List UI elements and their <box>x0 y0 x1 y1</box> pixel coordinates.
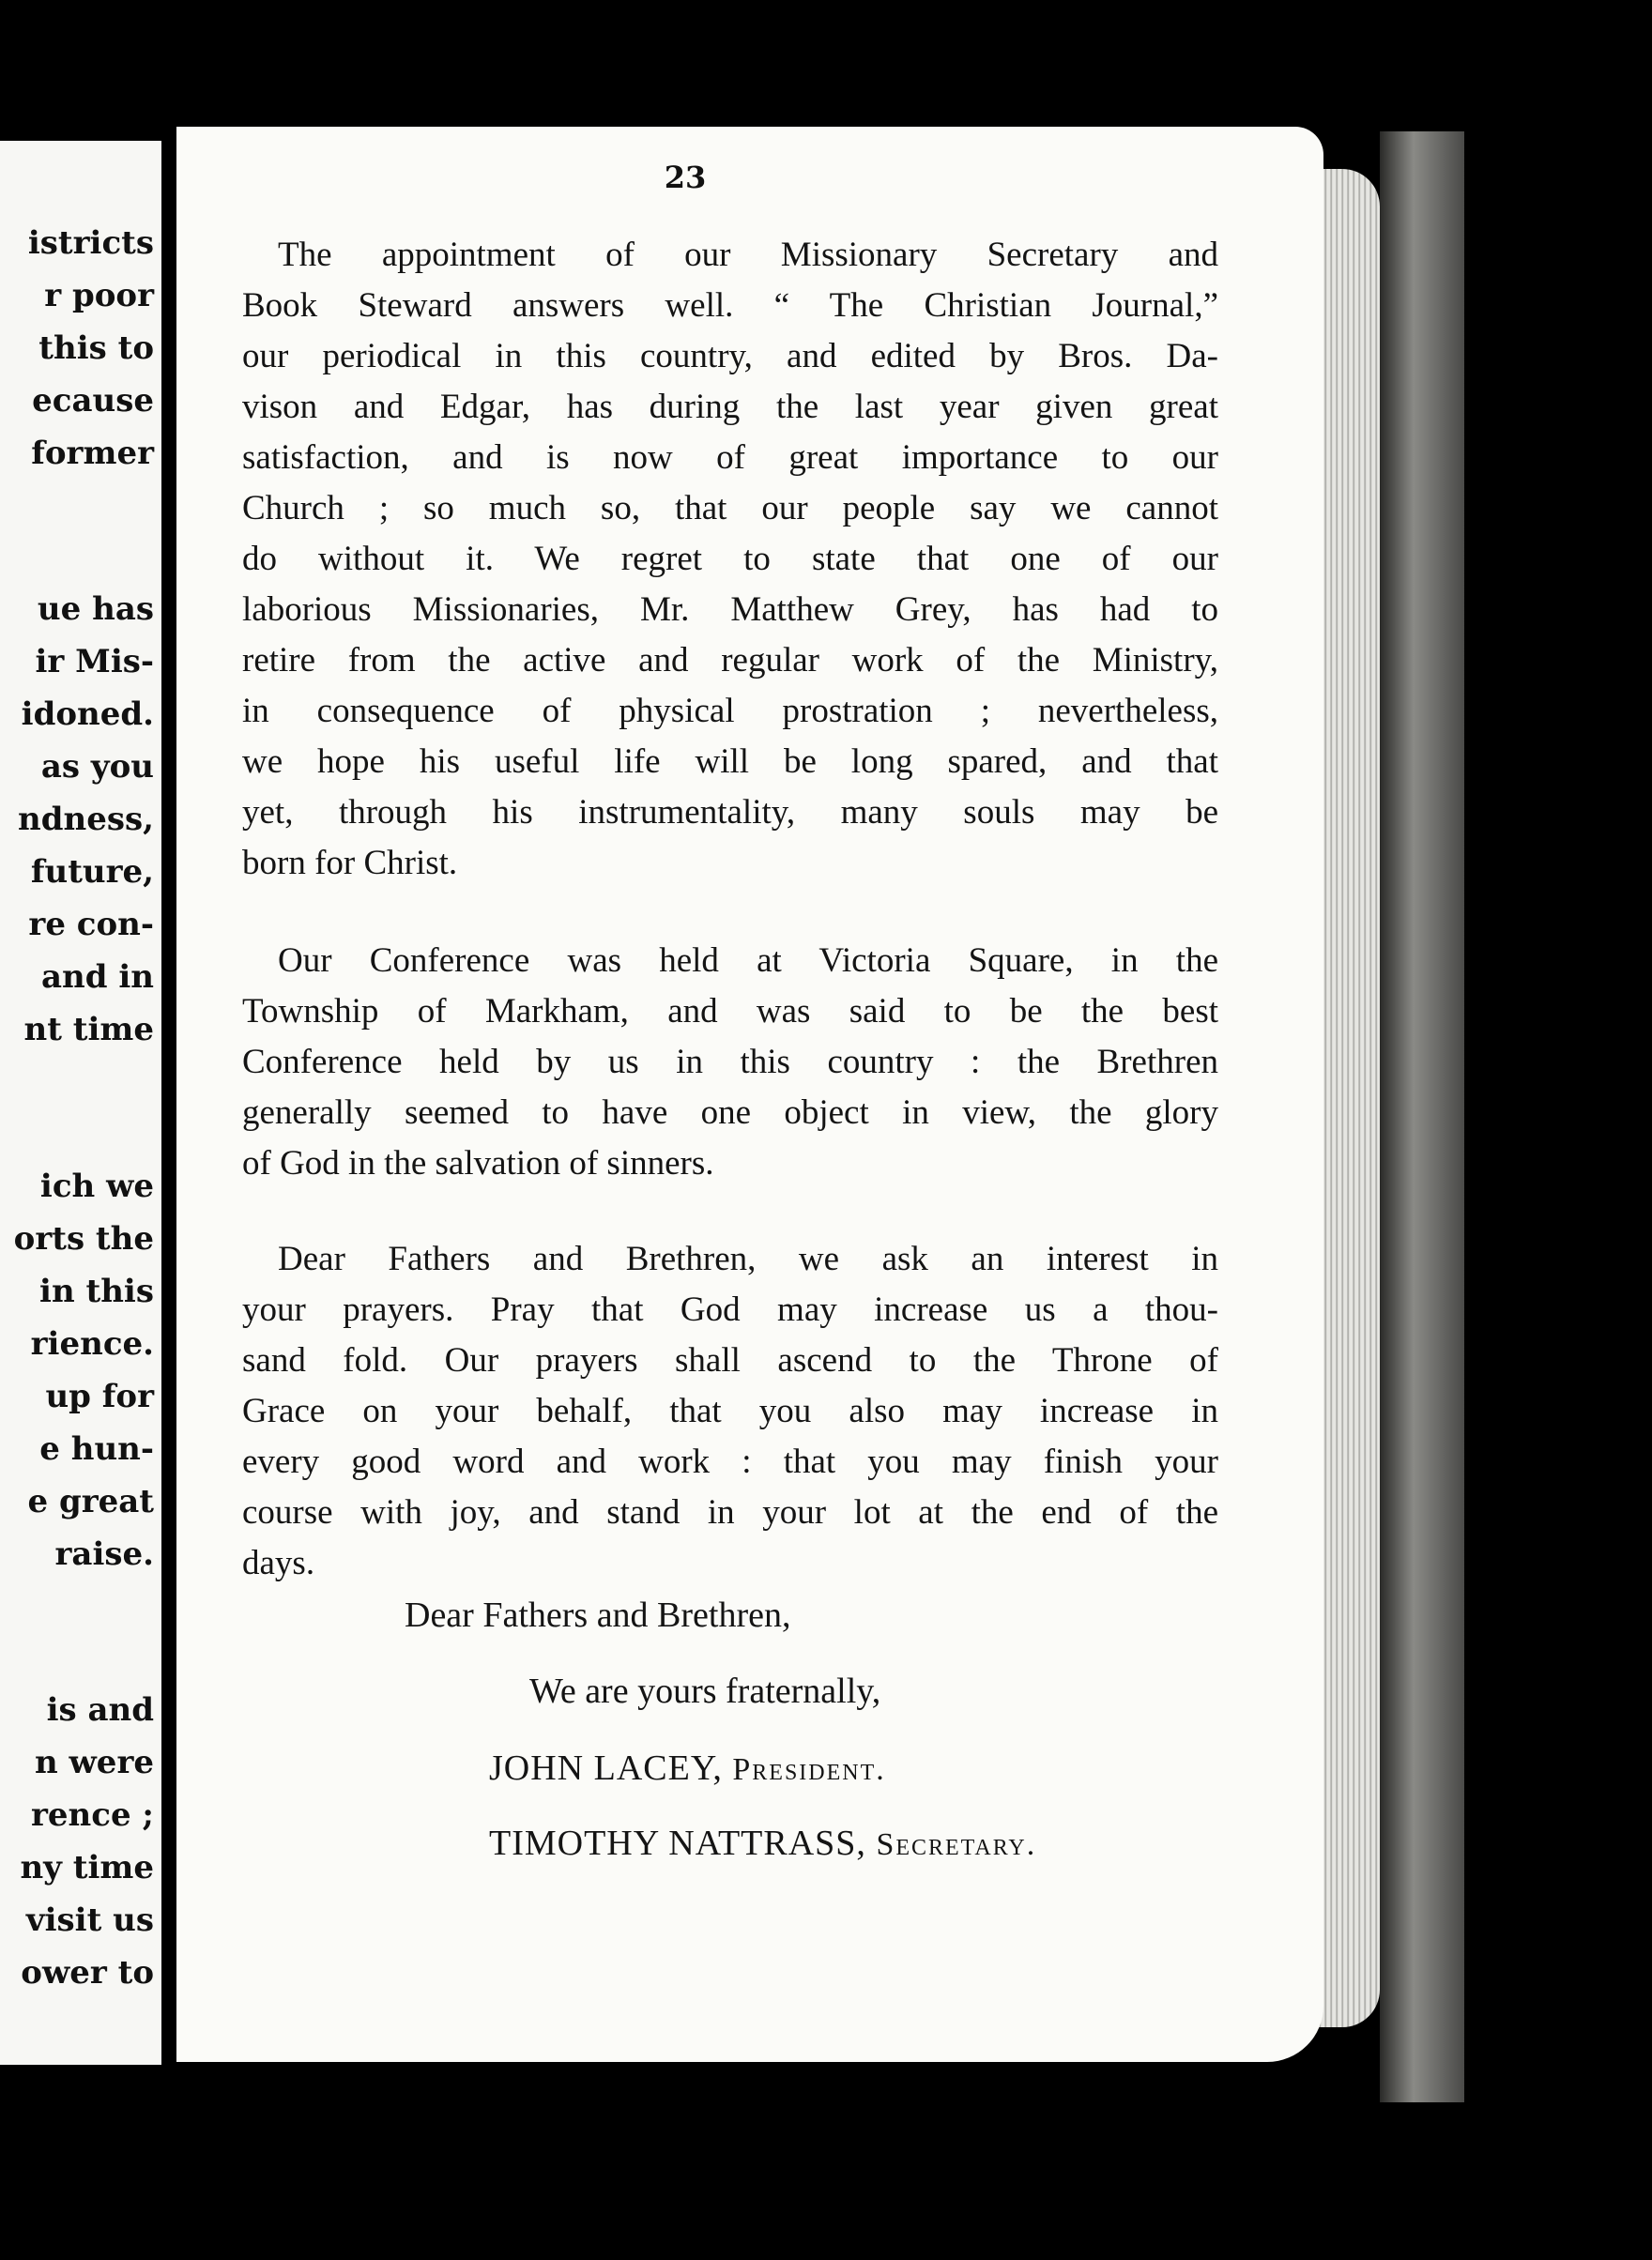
signature-title: President. <box>732 1752 886 1787</box>
left-page-line: ich we <box>39 1168 154 1205</box>
body-paragraph <box>242 230 1218 889</box>
left-page-line: ecause <box>32 382 154 420</box>
body-paragraph <box>242 936 1218 1189</box>
left-page-line: as you <box>40 748 154 786</box>
left-page-fragment <box>0 141 161 2065</box>
left-page-line: e great <box>27 1483 154 1520</box>
left-page-line: up for <box>45 1378 154 1415</box>
paragraph-line: sand fold. Our prayers shall ascend to the Throne of <box>242 1341 1218 1380</box>
signature-name: JOHN LACEY, <box>489 1748 723 1788</box>
paragraph-line: laborious Missionaries, Mr. Matthew Grey, has had to <box>242 590 1218 629</box>
paragraph-line: of God in the salvation of sinners. <box>242 1144 714 1183</box>
paragraph-line: course with joy, and stand in your lot at the end of the <box>242 1493 1218 1532</box>
paragraph-line: do without it. We regret to state that one of our <box>242 540 1218 578</box>
paragraph-line: Conference held by us in this country : the Brethren <box>242 1043 1218 1081</box>
left-page-line: ny time <box>20 1849 154 1886</box>
right-page <box>176 127 1323 2062</box>
left-page-line: re con- <box>28 906 154 943</box>
left-page-line: r poor <box>44 277 154 314</box>
paragraph-line: Our Conference was held at Victoria Square, in the <box>278 941 1218 980</box>
paragraph-line: Township of Markham, and was said to be the best <box>242 992 1218 1031</box>
signature-president <box>489 1748 886 1789</box>
paragraph-line: Grace on your behalf, that you also may increase in <box>242 1392 1218 1430</box>
paragraph-line: born for Christ. <box>242 844 458 882</box>
left-page-line: former <box>31 435 154 472</box>
left-page-line: n were <box>34 1744 154 1781</box>
left-page-line: future, <box>30 853 154 891</box>
paragraph-line: we hope his useful life will be long spared, and that <box>242 742 1218 781</box>
left-page-line: visit us <box>25 1901 154 1939</box>
left-page-line: ndness, <box>18 801 154 838</box>
paragraph-line: days. <box>242 1544 315 1582</box>
paragraph-line: yet, through his instrumentality, many souls may be <box>242 793 1218 832</box>
left-page-line: this to <box>38 329 154 367</box>
paragraph-line: retire from the active and regular work of the Ministry, <box>242 641 1218 680</box>
left-page-line: rence ; <box>31 1796 154 1834</box>
left-page-line: rience. <box>30 1325 154 1363</box>
left-page-line: idoned. <box>21 695 154 733</box>
left-page-line: ower to <box>21 1954 154 1992</box>
body-paragraph <box>242 1234 1218 1589</box>
paragraph-line: Book Steward answers well. “ The Christian Journal,” <box>242 286 1218 325</box>
left-page-line: raise. <box>54 1535 154 1573</box>
book-cover-edge <box>1380 131 1464 2102</box>
left-page-line: in this <box>39 1273 154 1310</box>
signature-name: TIMOTHY NATTRASS, <box>489 1824 866 1863</box>
paragraph-line: Dear Fathers and Brethren, we ask an interest in <box>278 1240 1218 1278</box>
salutation: Dear Fathers and Brethren, <box>405 1596 791 1635</box>
paragraph-line: Church ; so much so, that our people say we cannot <box>242 489 1218 527</box>
signature-secretary <box>489 1823 1036 1864</box>
page-number: 23 <box>664 160 707 195</box>
left-page-line: ue has <box>37 590 154 628</box>
valediction: We are yours fraternally, <box>529 1672 881 1711</box>
paragraph-line: our periodical in this country, and edited by Bros. Da- <box>242 337 1218 375</box>
paragraph-line: The appointment of our Missionary Secretary and <box>278 236 1218 274</box>
paragraph-line: vison and Edgar, has during the last year given great <box>242 388 1218 426</box>
left-page-line: e hun- <box>39 1430 154 1468</box>
left-page-line: nt time <box>23 1011 154 1048</box>
left-page-line: istricts <box>27 224 154 262</box>
left-page-line: ir Mis- <box>35 643 154 680</box>
paragraph-line: every good word and work : that you may finish your <box>242 1443 1218 1481</box>
signature-title: Secretary. <box>876 1827 1037 1862</box>
book-gutter <box>161 131 176 2084</box>
left-page-line: is and <box>46 1691 154 1729</box>
paragraph-line: generally seemed to have one object in view, the glory <box>242 1093 1218 1132</box>
paragraph-line: your prayers. Pray that God may increase us a thou- <box>242 1290 1218 1329</box>
paragraph-line: satisfaction, and is now of great importance to our <box>242 438 1218 477</box>
paragraph-line: in consequence of physical prostration ; nevertheless, <box>242 692 1218 730</box>
left-page-line: orts the <box>13 1220 154 1258</box>
left-page-line: and in <box>41 958 154 996</box>
